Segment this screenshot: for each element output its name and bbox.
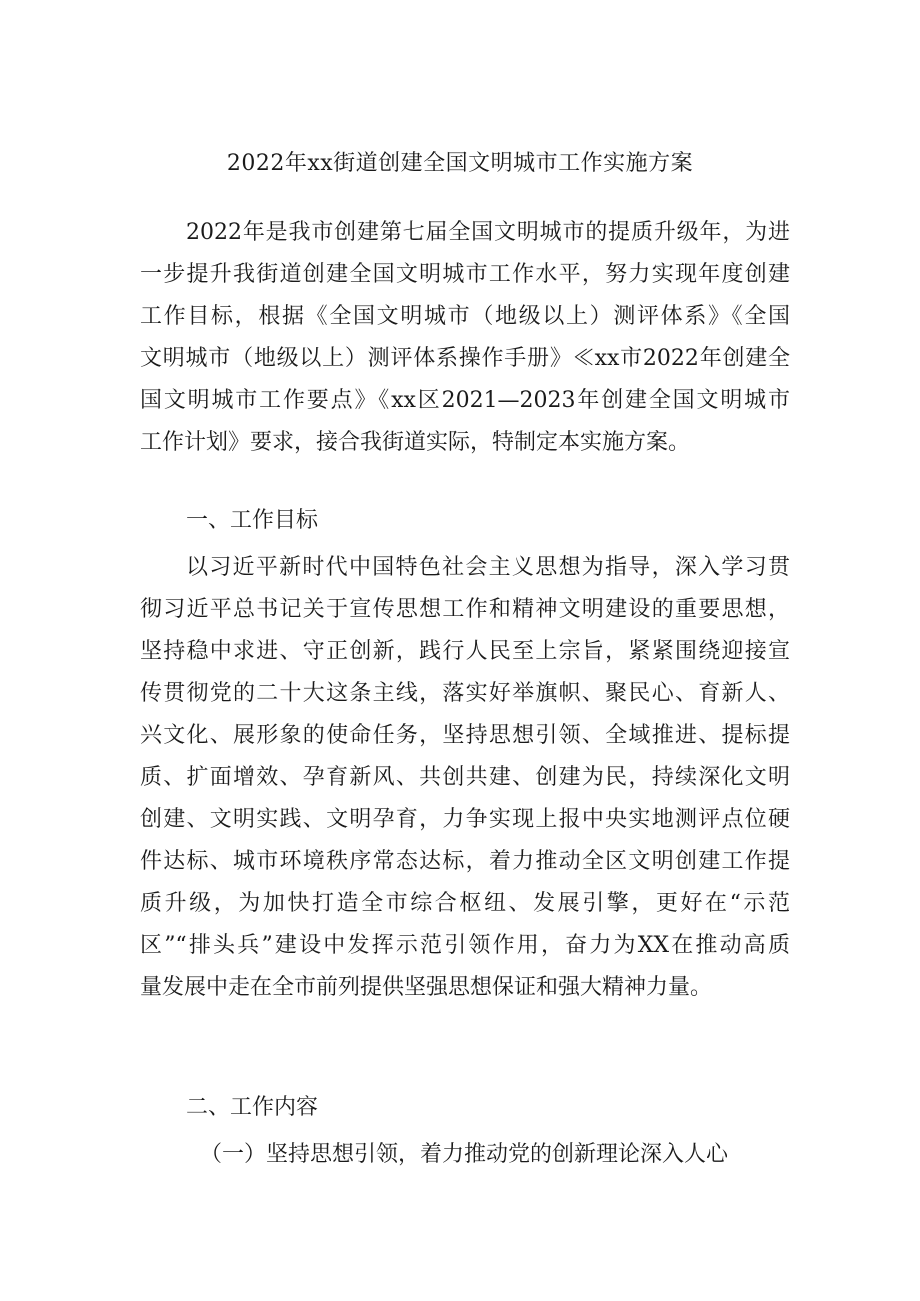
subsection-heading-1: （一）坚持思想引领，着力推动党的创新理论深入人心 — [200, 1142, 729, 1167]
paragraph-line: 彻习近平总书记关于宣传思想工作和精神文明建设的重要思想， — [140, 597, 790, 622]
goals-paragraph — [140, 547, 790, 1009]
paragraph-line: 文明城市（地级以上）测评体系操作手册》≪xx市2022年创建全 — [140, 346, 790, 371]
section-heading-goals: 一、工作目标 — [186, 508, 319, 533]
paragraph-line: 量发展中走在全市前列提供坚强思想保证和强大精神力量。 — [140, 975, 713, 1000]
intro-paragraph — [140, 212, 790, 464]
paragraph-line: 创建、文明实践、文明孕育，力争实现上报中央实地测评点位硬 — [140, 807, 790, 832]
paragraph-line: 兴文化、展形象的使命任务，坚持思想引领、全域推进、提标提 — [140, 723, 790, 748]
paragraph-line: 工作计划》要求，接合我街道实际，特制定本实施方案。 — [140, 430, 691, 455]
paragraph-line: 2022年是我市创建第七届全国文明城市的提质升级年，为进 — [186, 220, 790, 245]
paragraph-line: 工作目标，根据《全国文明城市（地级以上）测评体系》《全国 — [140, 304, 790, 329]
paragraph-line: 质、扩面增效、孕育新风、共创共建、创建为民，持续深化文明 — [140, 765, 790, 790]
paragraph-line: 传贯彻党的二十大这条主线，落实好举旗帜、聚民心、育新人、 — [140, 681, 790, 706]
paragraph-line: 国文明城市工作要点》《xx区2021—2023年创建全国文明城市 — [140, 388, 790, 413]
section-heading-content: 二、工作内容 — [186, 1095, 319, 1120]
paragraph-line: 一步提升我街道创建全国文明城市工作水平，努力实现年度创建 — [140, 262, 790, 287]
paragraph-line: 坚持稳中求进、守正创新，践行人民至上宗旨，紧紧围绕迎接宣 — [140, 639, 790, 664]
paragraph-line: 件达标、城市环境秩序常态达标，着力推动全区文明创建工作提 — [140, 849, 790, 874]
paragraph-line: 以习近平新时代中国特色社会主义思想为指导，深入学习贯 — [186, 555, 790, 580]
paragraph-line: 质升级，为加快打造全市综合枢纽、发展引擎，更好在“示范 — [140, 891, 790, 916]
paragraph-line: 区”“排头兵”建设中发挥示范引领作用，奋力为XX在推动高质 — [140, 933, 790, 958]
document-title: 2022年xx街道创建全国文明城市工作实施方案 — [226, 151, 694, 176]
